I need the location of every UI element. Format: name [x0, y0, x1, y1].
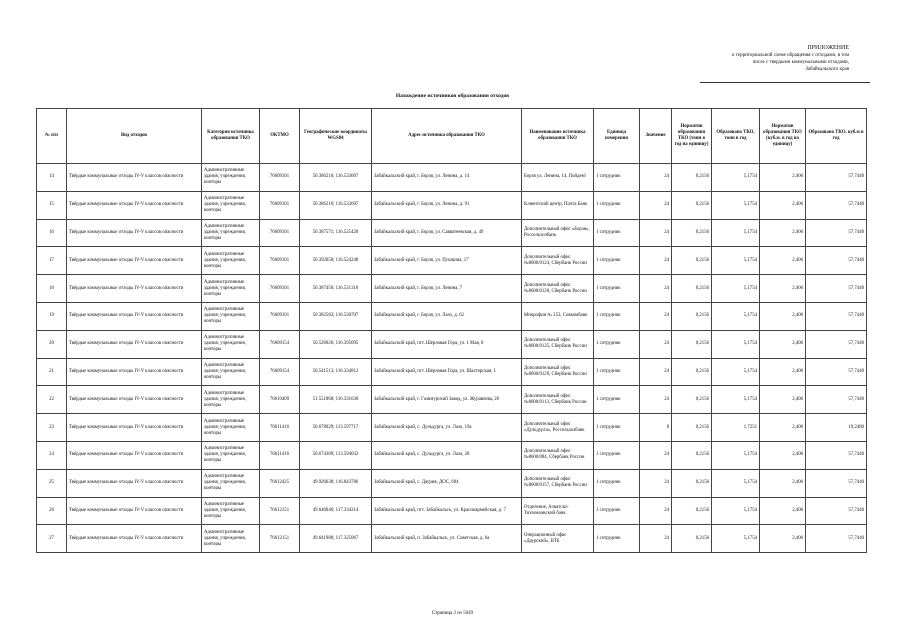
header-underline [700, 82, 870, 83]
cell-address: Забайкальский край, пгт. Шерловая Гора, ул. 1 Мая, 8 [372, 330, 522, 358]
cell-oktmo: 76609101 [260, 247, 300, 275]
cell-unit: 1 сотрудник [594, 386, 640, 414]
cell-number: 18 [37, 275, 67, 303]
cell-number: 23 [37, 414, 67, 442]
cell-norm-m3: 2,406 [760, 164, 806, 192]
cell-address: Забайкальский край, г. Борзя, ул. Ленина, д. 14 [372, 164, 522, 192]
table-row [37, 441, 867, 469]
cell-m3-year: 57,7440 [806, 525, 867, 553]
cell-category: Административные здания, учреждения, конторы [202, 275, 260, 303]
cell-waste-type: Твёрдые коммунальные отходы IV-V классов опасности [67, 386, 202, 414]
cell-source-name: Операционный офис «Даурский», ВТБ [522, 525, 594, 553]
cell-number: 22 [37, 386, 67, 414]
cell-norm-m3: 2,406 [760, 386, 806, 414]
cell-coordinates: 50.386216; 116.533607 [300, 164, 372, 192]
cell-tons-year: 5,1754 [712, 441, 760, 469]
cell-coordinates: 49.640046; 117.334214 [300, 497, 372, 525]
cell-norm-tons: 0,2156 [672, 219, 712, 247]
cell-oktmo: 76610409 [260, 386, 300, 414]
cell-coordinates: 50.678029; 113.597717 [300, 414, 372, 442]
cell-oktmo: 76611416 [260, 414, 300, 442]
cell-category: Административные здания, учреждения, конторы [202, 164, 260, 192]
table-header-row [37, 109, 867, 164]
cell-unit: 1 сотрудник [594, 247, 640, 275]
cell-source-name: Дополнительный офис №8600/084, Сбербанк России [522, 441, 594, 469]
cell-unit: 1 сотрудник [594, 275, 640, 303]
cell-norm-tons: 0,2156 [672, 386, 712, 414]
cell-norm-m3: 2,406 [760, 358, 806, 386]
cell-waste-type: Твёрдые коммунальные отходы IV-V классов опасности [67, 469, 202, 497]
cell-value: 24 [640, 497, 672, 525]
cell-address: Забайкальский край, пгт. Шерловая Гора, ул. Шахтерская, 1 [372, 358, 522, 386]
cell-tons-year: 5,1754 [712, 358, 760, 386]
table-row [37, 386, 867, 414]
cell-number: 16 [37, 219, 67, 247]
cell-number: 27 [37, 525, 67, 553]
cell-waste-type: Твёрдые коммунальные отходы IV-V классов опасности [67, 330, 202, 358]
cell-unit: 1 сотрудник [594, 302, 640, 330]
cell-norm-tons: 0,2156 [672, 302, 712, 330]
cell-source-name: Дополнительный офис №8600/0125, Сбербанк России [522, 330, 594, 358]
cell-tons-year: 1,7251 [712, 414, 760, 442]
col-header-m3-year: Образовано ТКО, куб.м в год [806, 109, 867, 164]
cell-m3-year: 57,7440 [806, 247, 867, 275]
cell-coordinates: 50.387456; 116.531318 [300, 275, 372, 303]
cell-norm-tons: 0,2156 [672, 330, 712, 358]
cell-value: 8 [640, 414, 672, 442]
cell-address: Забайкальский край, г. Борзя, ул. Савватеевская, д. 49 [372, 219, 522, 247]
cell-number: 26 [37, 497, 67, 525]
cell-m3-year: 57,7440 [806, 302, 867, 330]
cell-source-name: Дополнительный офис №8600/0129, Сбербанк России [522, 358, 594, 386]
cell-waste-type: Твёрдые коммунальные отходы IV-V классов опасности [67, 164, 202, 192]
cell-waste-type: Твёрдые коммунальные отходы IV-V классов опасности [67, 497, 202, 525]
cell-norm-tons: 0,2156 [672, 441, 712, 469]
cell-m3-year: 57,7440 [806, 441, 867, 469]
table-row [37, 247, 867, 275]
table-row [37, 219, 867, 247]
col-header-coordinates: Географические координаты WGS84 [300, 109, 372, 164]
cell-number: 24 [37, 441, 67, 469]
cell-coordinates: 49.641980; 117.325067 [300, 525, 372, 553]
cell-category: Административные здания, учреждения, конторы [202, 469, 260, 497]
cell-norm-m3: 2,406 [760, 469, 806, 497]
col-header-norm-tons: Норматив образования ТКО (тонн в год на единицу) [672, 109, 712, 164]
cell-tons-year: 5,1754 [712, 302, 760, 330]
cell-m3-year: 57,7440 [806, 358, 867, 386]
cell-norm-tons: 0,2156 [672, 358, 712, 386]
cell-norm-m3: 2,406 [760, 302, 806, 330]
cell-number: 21 [37, 358, 67, 386]
cell-source-name: Дополнительный офис №8600/0124, Сбербанк России [522, 247, 594, 275]
col-header-value: Значение [640, 109, 672, 164]
cell-norm-tons: 0,2156 [672, 414, 712, 442]
cell-category: Административные здания, учреждения, конторы [202, 247, 260, 275]
cell-number: 14 [37, 164, 67, 192]
cell-unit: 1 сотрудник [594, 525, 640, 553]
cell-coordinates: 50.674389; 113.594032 [300, 441, 372, 469]
cell-unit: 1 сотрудник [594, 164, 640, 192]
table-row [37, 414, 867, 442]
cell-value: 24 [640, 441, 672, 469]
cell-source-name: Дополнительный офис №8600/0113, Сбербанк России [522, 386, 594, 414]
cell-oktmo: 76609101 [260, 275, 300, 303]
cell-waste-type: Твёрдые коммунальные отходы IV-V классов опасности [67, 275, 202, 303]
col-header-source-name: Наименование источника образования ТКО [522, 109, 594, 164]
cell-value: 24 [640, 386, 672, 414]
cell-oktmo: 76609154 [260, 330, 300, 358]
cell-coordinates: 50.541513; 116.334812 [300, 358, 372, 386]
cell-oktmo: 76611416 [260, 441, 300, 469]
cell-category: Административные здания, учреждения, конторы [202, 386, 260, 414]
cell-m3-year: 57,7440 [806, 275, 867, 303]
cell-norm-m3: 2,406 [760, 330, 806, 358]
cell-waste-type: Твёрдые коммунальные отходы IV-V классов опасности [67, 358, 202, 386]
cell-unit: 1 сотрудник [594, 358, 640, 386]
cell-address: Забайкальский край, с. Дульдурга, ул. Лазо, 19а [372, 414, 522, 442]
cell-address: Забайкальский край, г. Борзя, ул. Ленина, 7 [372, 275, 522, 303]
cell-tons-year: 5,1754 [712, 469, 760, 497]
cell-coordinates: 51.551868; 116.331630 [300, 386, 372, 414]
table-row [37, 330, 867, 358]
cell-tons-year: 5,1754 [712, 164, 760, 192]
cell-m3-year: 57,7440 [806, 497, 867, 525]
cell-category: Административные здания, учреждения, конторы [202, 414, 260, 442]
cell-source-name: Дополнительный офис №8600/0128, Сбербанк России [522, 275, 594, 303]
cell-tons-year: 5,1754 [712, 275, 760, 303]
table-row [37, 497, 867, 525]
cell-category: Административные здания, учреждения, конторы [202, 330, 260, 358]
cell-source-name: Микрофин № 253, Совкомбанк [522, 302, 594, 330]
cell-norm-tons: 0,2156 [672, 525, 712, 553]
col-header-category: Категория источника образования ТКО [202, 109, 260, 164]
cell-norm-tons: 0,2156 [672, 191, 712, 219]
cell-oktmo: 76609101 [260, 219, 300, 247]
cell-source-name: Дополнительный офис №8600/0157, Сбербанк России [522, 469, 594, 497]
cell-m3-year: 57,7440 [806, 164, 867, 192]
cell-tons-year: 5,1754 [712, 330, 760, 358]
cell-source-name: Клиентский центр, Почта Банк [522, 191, 594, 219]
cell-oktmo: 76609101 [260, 302, 300, 330]
cell-coordinates: 49.926638; 116.843786 [300, 469, 372, 497]
col-header-tons-year: Образовано ТКО, тонн в год [712, 109, 760, 164]
cell-norm-tons: 0,2156 [672, 497, 712, 525]
cell-tons-year: 5,1754 [712, 191, 760, 219]
cell-source-name: Отделение, Азиатско-Тихоокеанский банк [522, 497, 594, 525]
table-row [37, 302, 867, 330]
cell-value: 24 [640, 191, 672, 219]
appendix-line: Забайкальского края [805, 67, 849, 72]
cell-m3-year: 57,7440 [806, 191, 867, 219]
cell-unit: 1 сотрудник [594, 414, 640, 442]
cell-oktmo: 76609154 [260, 358, 300, 386]
cell-norm-m3: 2,406 [760, 525, 806, 553]
table-row [37, 525, 867, 553]
cell-address: Забайкальский край, пгт. Забайкальск, ул. Красноармейская, д. 7 [372, 497, 522, 525]
table-row [37, 191, 867, 219]
sources-table [36, 108, 867, 553]
cell-waste-type: Твёрдые коммунальные отходы IV-V классов опасности [67, 441, 202, 469]
cell-unit: 1 сотрудник [594, 469, 640, 497]
cell-oktmo: 76612425 [260, 469, 300, 497]
cell-address: Забайкальский край, г. Борзя, ул. Ленина, д. 91 [372, 191, 522, 219]
cell-norm-m3: 2,406 [760, 414, 806, 442]
cell-number: 15 [37, 191, 67, 219]
cell-value: 24 [640, 164, 672, 192]
cell-address: Забайкальский край, с. Даурия, ДОС, 604 [372, 469, 522, 497]
cell-norm-tons: 0,2156 [672, 275, 712, 303]
cell-source-name: Дополнительный офис «Дульдурга», Россельхозбанк [522, 414, 594, 442]
cell-value: 24 [640, 247, 672, 275]
cell-coordinates: 50.387571; 116.525420 [300, 219, 372, 247]
table-body [37, 164, 867, 553]
appendix-line: к территориальной схеме обращения с отходами, в том [732, 53, 849, 58]
cell-norm-m3: 2,406 [760, 191, 806, 219]
cell-waste-type: Твёрдые коммунальные отходы IV-V классов опасности [67, 414, 202, 442]
cell-value: 24 [640, 302, 672, 330]
col-header-address: Адрес источника образования ТКО [372, 109, 522, 164]
cell-number: 25 [37, 469, 67, 497]
cell-norm-tons: 0,2156 [672, 164, 712, 192]
cell-oktmo: 76609101 [260, 164, 300, 192]
appendix-line: числе с твердыми коммунальными отходами, [752, 60, 849, 65]
cell-value: 24 [640, 358, 672, 386]
cell-waste-type: Твёрдые коммунальные отходы IV-V классов опасности [67, 247, 202, 275]
cell-coordinates: 50.386216; 116.533607 [300, 191, 372, 219]
cell-address: Забайкальский край, г. Газимурский Завод, ул. Журавлева, 28 [372, 386, 522, 414]
cell-number: 19 [37, 302, 67, 330]
cell-category: Административные здания, учреждения, конторы [202, 219, 260, 247]
cell-address: Забайкальский край, г. Борзя, ул. Пушкина, 17 [372, 247, 522, 275]
cell-coordinates: 50.526026; 116.395095 [300, 330, 372, 358]
cell-value: 24 [640, 219, 672, 247]
cell-tons-year: 5,1754 [712, 247, 760, 275]
cell-norm-m3: 2,406 [760, 219, 806, 247]
cell-m3-year: 19,2480 [806, 414, 867, 442]
table-row [37, 275, 867, 303]
cell-unit: 1 сотрудник [594, 441, 640, 469]
cell-source-name: Дополнительный офис «Борзя», Россельхозбанк [522, 219, 594, 247]
cell-value: 24 [640, 275, 672, 303]
col-header-waste-type: Вид отходов [67, 109, 202, 164]
cell-coordinates: 50.392058; 116.524248 [300, 247, 372, 275]
table-row [37, 469, 867, 497]
cell-number: 17 [37, 247, 67, 275]
cell-waste-type: Твёрдые коммунальные отходы IV-V классов опасности [67, 191, 202, 219]
cell-address: Забайкальский край, с. Дульдурга, ул. Лазо, 28 [372, 441, 522, 469]
cell-number: 20 [37, 330, 67, 358]
col-header-unit: Единица измерения [594, 109, 640, 164]
cell-norm-m3: 2,406 [760, 497, 806, 525]
cell-oktmo: 76612151 [260, 525, 300, 553]
cell-category: Административные здания, учреждения, конторы [202, 191, 260, 219]
cell-value: 24 [640, 469, 672, 497]
cell-category: Административные здания, учреждения, конторы [202, 302, 260, 330]
cell-category: Административные здания, учреждения, конторы [202, 497, 260, 525]
cell-m3-year: 57,7440 [806, 219, 867, 247]
cell-value: 24 [640, 330, 672, 358]
table-row [37, 164, 867, 192]
cell-category: Административные здания, учреждения, конторы [202, 441, 260, 469]
cell-m3-year: 57,7440 [806, 469, 867, 497]
cell-norm-m3: 2,406 [760, 441, 806, 469]
cell-waste-type: Твёрдые коммунальные отходы IV-V классов опасности [67, 219, 202, 247]
cell-norm-tons: 0,2156 [672, 247, 712, 275]
cell-norm-m3: 2,406 [760, 247, 806, 275]
cell-address: Забайкальский край, п. Забайкальск, ул. Советская, д. 6а [372, 525, 522, 553]
cell-tons-year: 5,1754 [712, 525, 760, 553]
cell-address: Забайкальский край, г. Борзя, ул. Лазо, д. 62 [372, 302, 522, 330]
cell-m3-year: 57,7440 [806, 330, 867, 358]
cell-oktmo: 76609101 [260, 191, 300, 219]
cell-m3-year: 57,7440 [806, 386, 867, 414]
col-header-number: № п/п [37, 109, 67, 164]
table-row [37, 358, 867, 386]
cell-tons-year: 5,1754 [712, 386, 760, 414]
col-header-oktmo: ОКТМО [260, 109, 300, 164]
cell-waste-type: Твёрдые коммунальные отходы IV-V классов опасности [67, 302, 202, 330]
cell-category: Административные здания, учреждения, конторы [202, 358, 260, 386]
cell-tons-year: 5,1754 [712, 219, 760, 247]
appendix-header [679, 44, 849, 73]
cell-norm-m3: 2,406 [760, 275, 806, 303]
col-header-norm-m3: Норматив образования ТКО (куб.м. в год на единицу) [760, 109, 806, 164]
cell-source-name: Борзя ул. Ленина, 14, Пойдем! [522, 164, 594, 192]
cell-coordinates: 50.382583; 116.530707 [300, 302, 372, 330]
cell-unit: 1 сотрудник [594, 330, 640, 358]
document-title: Нахождение источников образования отходов [395, 93, 510, 99]
cell-tons-year: 5,1754 [712, 497, 760, 525]
cell-unit: 1 сотрудник [594, 191, 640, 219]
cell-waste-type: Твёрдые коммунальные отходы IV-V классов опасности [67, 525, 202, 553]
page-footer: Страница 2 из 5049 [431, 611, 474, 616]
cell-value: 24 [640, 525, 672, 553]
cell-oktmo: 76612151 [260, 497, 300, 525]
appendix-title: ПРИЛОЖЕНИЕ [807, 45, 849, 51]
cell-unit: 1 сотрудник [594, 497, 640, 525]
cell-category: Административные здания, учреждения, конторы [202, 525, 260, 553]
cell-unit: 1 сотрудник [594, 219, 640, 247]
cell-norm-tons: 0,2156 [672, 469, 712, 497]
